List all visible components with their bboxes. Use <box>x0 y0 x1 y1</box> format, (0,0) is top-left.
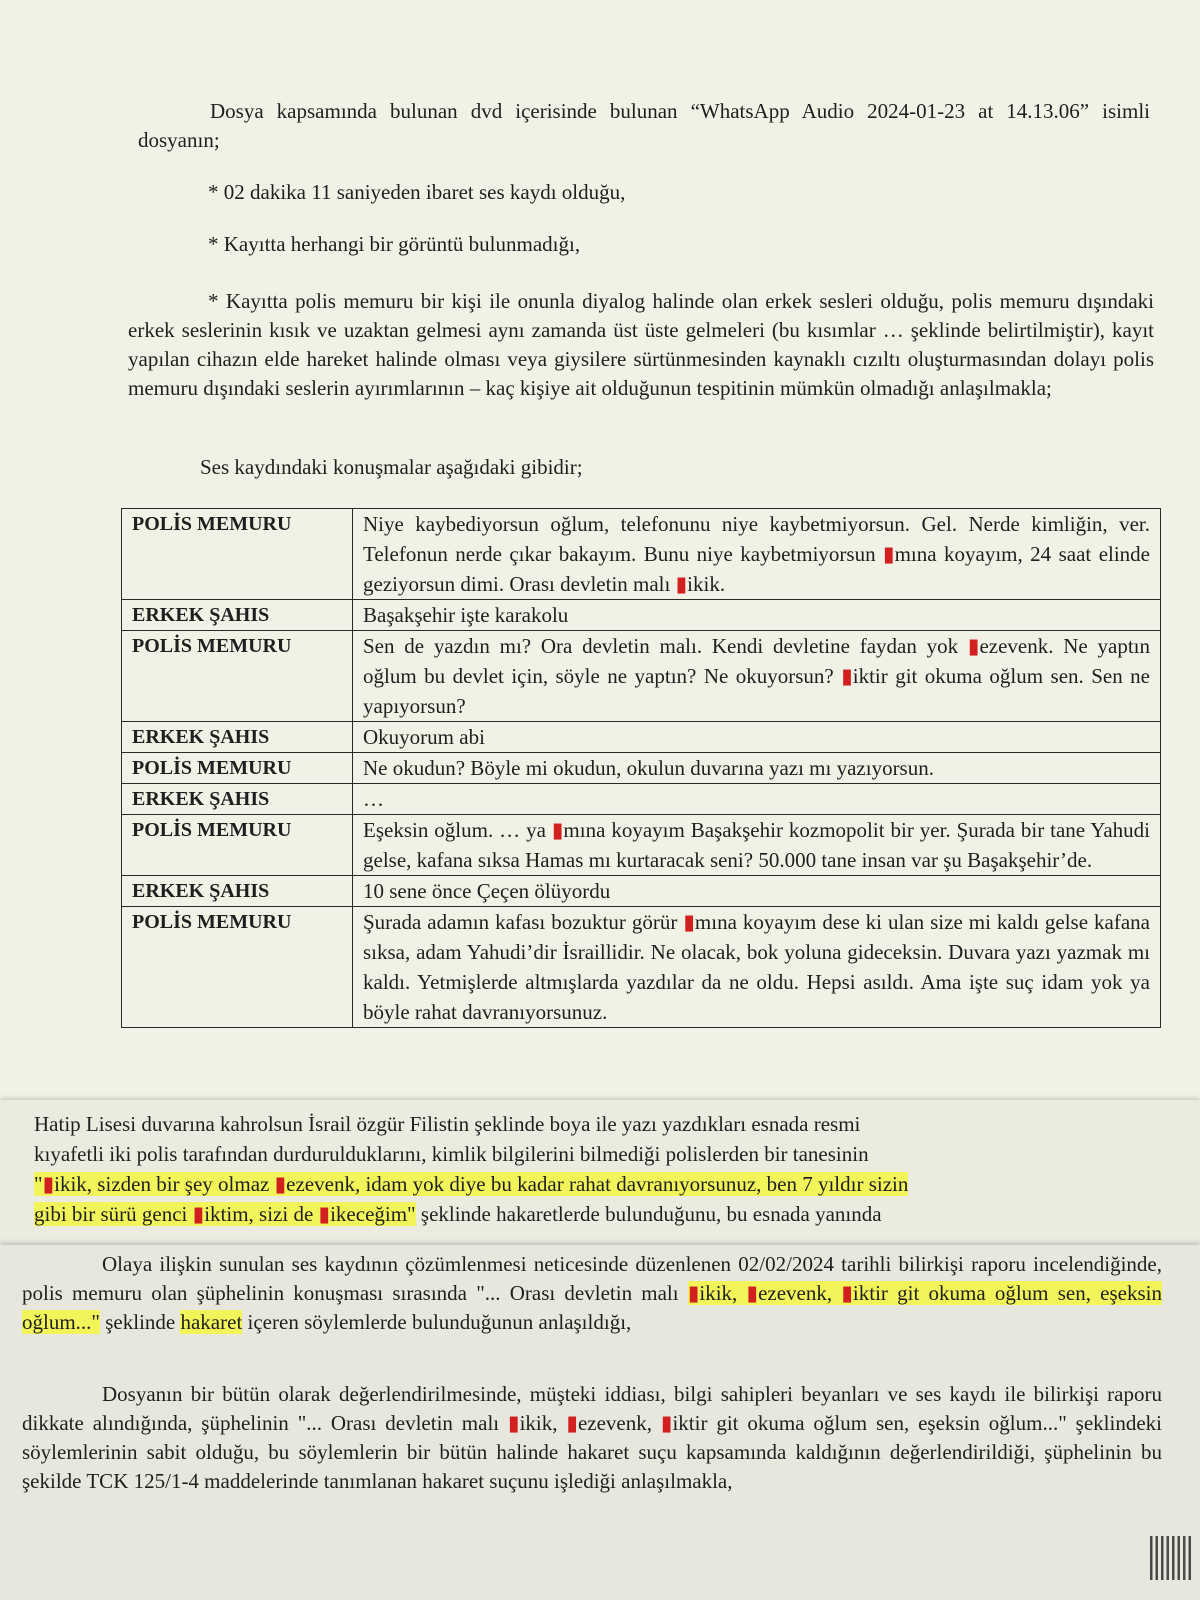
conclusion-p2-text: Dosyanın bir bütün olarak değerlendirilmesinde, müşteki iddiası, bilgi sahipleri beyanları ve ses kaydı ile bilirkişi raporu dikkate alındığında, şüphelinin "... Orası devletin malı ▮ikik, ▮ezevenk, ▮iktir git okuma oğlum sen, eşeksin oğlum..." şeklindeki söylemlerinin sabit olduğu, bu söylemlerin bir bütün halinde hakaret suçu kapsamında kaldığının değerlendirildiği, şüphelinin bu şekilde TCK 125/1-4 maddelerinde tanımlanan hakaret suçunu işlediği anlaşılmakla, <box>22 1382 1162 1493</box>
utterance-cell: Başakşehir işte karakolu <box>353 600 1161 631</box>
speaker-cell: ERKEK ŞAHIS <box>122 600 353 631</box>
highlighted-quote-1: "▮ikik, sizden bir şey olmaz ▮ezevenk, idam yok diye bu kadar rahat davranıyorsunuz, ben 7 yıldır sizin <box>34 1172 909 1196</box>
conclusion-paragraph-1 <box>22 1250 1162 1337</box>
bullet-no-image: * Kayıtta herhangi bir görüntü bulunmadığı, <box>208 232 581 256</box>
excerpt-line-4 <box>34 1200 882 1229</box>
conclusion-p1-a: Olaya ilişkin sunulan ses kaydının çözümlenmesi neticesinde düzenlenen 02/02/2024 tarihli bilirkişi raporu incelendiğinde, polis memuru olan şüphelinin konuşması sırasında "... Orası devletin malı <box>22 1252 1162 1305</box>
speaker-cell: POLİS MEMURU <box>122 753 353 784</box>
dialogue-row <box>122 784 1161 815</box>
bullet-voices: * Kayıtta polis memuru bir kişi ile onunla diyalog halinde olan erkek sesleri olduğu, polis memuru dışındaki erkek seslerinin kısık ve uzaktan gelmesi aynı zamanda üst üste gelmeleri (bu kısımlar … şeklinde belirtilmiştir), kayıt yapılan cihazın elde hareket halinde olması veya giysilere sürtünmesinden kaynaklı cızıltı oluşturmasından dolayı polis memuru dışındaki seslerin ayırımlarının – kaç kişiye ait olduğunun tespitinin mümkün olmadığı anlaşılmakla; <box>128 289 1154 400</box>
speaker-cell: POLİS MEMURU <box>122 509 353 600</box>
dialogue-row <box>122 631 1161 722</box>
table-intro: Ses kaydındaki konuşmalar aşağıdaki gibidir; <box>200 455 583 479</box>
conclusion-p1-c: içeren söylemlerde bulunduğunun anlaşıldığı, <box>242 1310 632 1334</box>
highlighted-quote-2: gibi bir sürü genci ▮iktim, sizi de ▮ikeceğim" <box>34 1202 416 1226</box>
excerpt-line-4-rest: şeklinde hakaretlerde bulunduğunu, bu esnada yanında <box>415 1202 882 1226</box>
highlighted-quote-3: ▮ikik, ▮ezevenk, ▮iktir git okuma oğlum sen, eşeksin oğlum..." <box>22 1281 1162 1334</box>
conclusion-paragraph-2 <box>22 1380 1162 1496</box>
conclusion-p1-b: şeklinde <box>100 1310 181 1334</box>
excerpt-line-3 <box>34 1170 908 1199</box>
dialogue-row <box>122 509 1161 600</box>
speaker-cell: ERKEK ŞAHIS <box>122 784 353 815</box>
highlighted-word-hakaret: hakaret <box>180 1310 243 1334</box>
speaker-cell: POLİS MEMURU <box>122 907 353 1028</box>
speaker-cell: ERKEK ŞAHIS <box>122 876 353 907</box>
excerpt-line-2: kıyafetli iki polis tarafından durdurulduklarını, kimlik bilgilerini bilmediği polislerden bir tanesinin <box>34 1142 869 1166</box>
utterance-cell: Sen de yazdın mı? Ora devletin malı. Kendi devletine faydan yok ▮ezevenk. Ne yaptın oğlum bu devlet için, söyle ne yaptın? Ne okuyorsun? ▮iktir git okuma oğlum sen. Sen ne yapıyorsun? <box>353 631 1161 722</box>
utterance-cell: … <box>353 784 1161 815</box>
utterance-cell: Niye kaybediyorsun oğlum, telefonunu niye kaybetmiyorsun. Gel. Nerde kimliğin, ver. Telefonun nerde çıkar bakayım. Bunu niye kaybetmiyorsun ▮mına koyayım, 24 saat elinde geziyorsun dimi. Orası devletin malı ▮ikik. <box>353 509 1161 600</box>
qr-code-icon <box>1150 1536 1194 1580</box>
dialogue-row <box>122 722 1161 753</box>
utterance-cell: Okuyorum abi <box>353 722 1161 753</box>
page-sheet-conclusion <box>0 1245 1200 1600</box>
dialogue-row <box>122 876 1161 907</box>
bullet-duration: * 02 dakika 11 saniyeden ibaret ses kaydı olduğu, <box>208 180 626 204</box>
dialogue-row <box>122 753 1161 784</box>
dialogue-row <box>122 907 1161 1028</box>
dialogue-row <box>122 815 1161 876</box>
utterance-cell: Ne okudun? Böyle mi okudun, okulun duvarına yazı mı yazıyorsun. <box>353 753 1161 784</box>
intro-paragraph: Dosya kapsamında bulunan dvd içerisinde bulunan “WhatsApp Audio 2024-01-23 at 14.13.06” isimli dosyanın; <box>138 99 1150 152</box>
excerpt-line-1: Hatip Lisesi duvarına kahrolsun İsrail özgür Filistin şeklinde boya ile yazı yazdıkları esnada resmi <box>34 1112 861 1136</box>
dialogue-table <box>121 508 1161 1028</box>
dialogue-row <box>122 600 1161 631</box>
utterance-cell: 10 sene önce Çeçen ölüyordu <box>353 876 1161 907</box>
speaker-cell: POLİS MEMURU <box>122 815 353 876</box>
speaker-cell: ERKEK ŞAHIS <box>122 722 353 753</box>
utterance-cell: Eşeksin oğlum. … ya ▮mına koyayım Başakşehir kozmopolit bir yer. Şurada bir tane Yahudi gelse, kafana sıksa Hamas mı kurtaracak seni? 50.000 tane insan var şu Başakşehir’de. <box>353 815 1161 876</box>
page-sheet-excerpt <box>0 1100 1200 1250</box>
utterance-cell: Şurada adamın kafası bozuktur görür ▮mına koyayım dese ki ulan size mi kaldı gelse kafana sıksa, adam Yahudi’dir İsraillidir. Ne olacak, bok yoluna gideceksin. Duvara yazı yazmak mı kaldı. Yetmişlerde altmışlarda yazdılar da ne oldu. Hepsi asıldı. Ama işte suç idam yok ya böyle rahat davranıyorsunuz. <box>353 907 1161 1028</box>
speaker-cell: POLİS MEMURU <box>122 631 353 722</box>
